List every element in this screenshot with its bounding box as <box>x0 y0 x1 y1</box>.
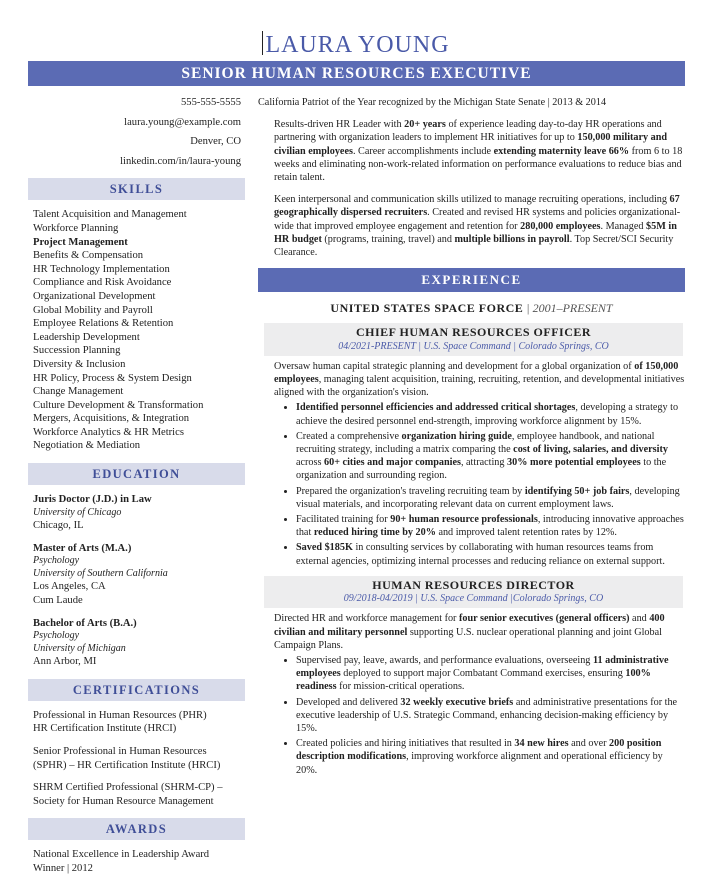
role-header <box>264 323 683 355</box>
school-location: Ann Arbor, MI <box>33 656 97 668</box>
text-cursor <box>262 31 263 55</box>
candidate-name <box>0 30 712 60</box>
skill-item: Talent Acquisition and Management <box>33 209 187 221</box>
skill-item: Change Management <box>33 386 124 398</box>
skill-item: Negotiation & Mediation <box>33 440 141 452</box>
skills-heading: SKILLS <box>28 178 245 200</box>
right-column <box>258 96 685 779</box>
certification-name: Senior Professional in Human Resources <box>33 745 207 757</box>
role-intro: Oversaw human capital strategic planning and development for a global organization of of 150,000 employees, managing talent acquisition, training, recruiting, retention, and developmental initiatives aligned with the organization's vision. <box>274 360 685 399</box>
skills-list <box>28 208 245 453</box>
education-item <box>28 617 245 669</box>
contact-location: Denver, CO <box>190 136 241 148</box>
contact-block <box>28 96 245 168</box>
degree: Master of Arts (M.A.) <box>33 542 132 554</box>
contact-phone: 555-555-5555 <box>180 97 241 108</box>
certification-name: Professional in Human Resources (PHR) <box>33 709 207 721</box>
certification-item <box>28 781 245 808</box>
bullet-item: • Identified personnel efficiencies and addressed critical shortages, developing a strategy to achieve the desired personnel end-strength, improving workforce alignment by 15%. <box>296 401 685 427</box>
bullet-item: • Created a comprehensive organization hiring guide, employee handbook, and national recruiting strategy, including a matrix comparing the cost of living, salaries, and diversity across 60+ cities and major companies, attracting 30% more potential employees to the organization and surrounding region. <box>296 430 685 483</box>
experience-heading: EXPERIENCE <box>258 268 685 292</box>
company-dates: | 2001–PRESENT <box>526 301 613 316</box>
skill-item: Benefits & Compensation <box>33 250 144 262</box>
skill-item: Succession Planning <box>33 345 121 357</box>
skill-item: Diversity & Inclusion <box>33 358 126 370</box>
skill-item: Organizational Development <box>33 290 156 302</box>
role-title: CHIEF HUMAN RESOURCES OFFICER <box>355 325 592 340</box>
awards-heading: AWARDS <box>28 818 245 840</box>
school: University of Southern California <box>33 567 168 579</box>
summary-paragraph-1: Results-driven HR Leader with 20+ years of experience leading day-to-day HR operations and partnering with organization leaders to implement HR initiatives for up to 150,000 military and civilian employees. Career accomplishments include extending maternity leave 66% from 6 to 18 weeks and eliminating non-work-related information on performance evaluations to reduce bias and retain talent. <box>274 119 683 184</box>
role-meta: 04/2021-PRESENT | U.S. Space Command | Colorado Springs, CO <box>338 340 609 352</box>
certification-name: SHRM Certified Professional (SHRM-CP) – <box>33 782 223 794</box>
certifications-heading: CERTIFICATIONS <box>28 679 245 701</box>
award-date: Winner | 2012 <box>33 862 93 874</box>
school: University of Michigan <box>33 642 126 654</box>
school-location: Chicago, IL <box>33 520 84 532</box>
field-of-study: Psychology <box>33 555 80 567</box>
summary-paragraph-2: Keen interpersonal and communication skills utilized to manage recruiting operations, including 67 geographically dispersed recruiters. Created and revised HR systems and policies organizational-wide that improved employee engagement and retention for 280,000 employees. Managed $5M in HR budget (programs, training, travel) and multiple billions in payroll. Top Secret/SCI Security Clearance. <box>274 194 681 259</box>
skill-item: Employee Relations & Retention <box>33 318 174 330</box>
role-header <box>264 576 683 608</box>
award-name: National Excellence in Leadership Award <box>33 849 210 861</box>
certification-issuer: Society for Human Resource Management <box>33 795 214 807</box>
skill-item: Global Mobility and Payroll <box>33 304 153 316</box>
candidate-name-text: LAURA YOUNG <box>265 32 450 58</box>
skill-item: Leadership Development <box>33 331 140 343</box>
summary-award-line: California Patriot of the Year recognized by the Michigan State Senate | 2013 & 2014 <box>258 97 607 108</box>
left-column <box>28 96 245 884</box>
contact-linkedin[interactable]: linkedin.com/in/laura-young <box>120 155 241 167</box>
role-body <box>258 612 685 776</box>
certification-item <box>28 745 245 772</box>
bullet-item: • Created policies and hiring initiatives that resulted in 34 new hires and over 200 position description modifications, improving workforce alignment and operational efficiency by 20%. <box>296 737 685 777</box>
education-item <box>28 542 245 608</box>
certification-issuer: HR Certification Institute (HRCI) <box>33 723 177 735</box>
certification-issuer: (SPHR) – HR Certification Institute (HRCI) <box>33 759 221 771</box>
skill-item: Workforce Planning <box>33 222 119 234</box>
role-bullets <box>274 401 685 567</box>
bullet-item: • Saved $185K in consulting services by collaborating with human resources teams from external agencies, optimizing internal processes and reducing reliance on external support. <box>296 541 685 567</box>
bullet-item: • Supervised pay, leave, awards, and performance evaluations, overseeing 11 administrative employees deployed to support major Combatant Command exercises, ensuring 100% readiness for mission-critical operations. <box>296 654 685 694</box>
role-body <box>258 360 685 568</box>
bullet-item: • Developed and delivered 32 weekly executive briefs and administrative presentations for the executive leadership of U.S. Strategic Command, enhancing decision-making efficiency by 15%. <box>296 696 685 736</box>
skill-item: HR Technology Implementation <box>33 263 170 275</box>
honor: Cum Laude <box>33 594 83 606</box>
skill-item: Compliance and Risk Avoidance <box>33 277 172 289</box>
bullet-item: • Prepared the organization's traveling recruiting team by identifying 50+ job fairs, developing visual materials, and incorporating relevant data on current employment laws. <box>296 485 685 511</box>
school-location: Los Angeles, CA <box>33 581 106 593</box>
field-of-study: Psychology <box>33 630 80 642</box>
role-meta: 09/2018-04/2019 | U.S. Space Command |Colorado Springs, CO <box>343 593 604 605</box>
skill-item: Mergers, Acquisitions, & Integration <box>33 413 190 425</box>
role-title: HUMAN RESOURCES DIRECTOR <box>372 577 575 592</box>
contact-email[interactable]: laura.young@example.com <box>124 116 241 128</box>
award-item <box>28 848 245 875</box>
skill-item: Workforce Analytics & HR Metrics <box>33 426 184 438</box>
role-bullets <box>274 654 685 777</box>
bullet-item: • Facilitated training for 90+ human resource professionals, introducing innovative approaches that reduced hiring time by 20% and improved talent retention rates by 12%. <box>296 513 685 539</box>
certification-item <box>28 709 245 736</box>
skill-item: Project Management <box>33 236 128 248</box>
education-item <box>28 493 245 533</box>
company-name: UNITED STATES SPACE FORCE <box>330 301 524 316</box>
skill-item: Culture Development & Transformation <box>33 399 204 411</box>
degree: Bachelor of Arts (B.A.) <box>33 617 137 629</box>
school: University of Chicago <box>33 506 122 518</box>
education-heading: EDUCATION <box>28 463 245 485</box>
role-intro: Directed HR and workforce management for four senior executives (general officers) and 400 civilian and military personnel supporting U.S. nuclear operational planning and joint Global Campaign Plans. <box>274 613 665 651</box>
skill-item: HR Policy, Process & System Design <box>33 372 192 384</box>
professional-title: SENIOR HUMAN RESOURCES EXECUTIVE <box>28 61 685 86</box>
company-header <box>258 302 685 315</box>
degree: Juris Doctor (J.D.) in Law <box>33 494 152 506</box>
